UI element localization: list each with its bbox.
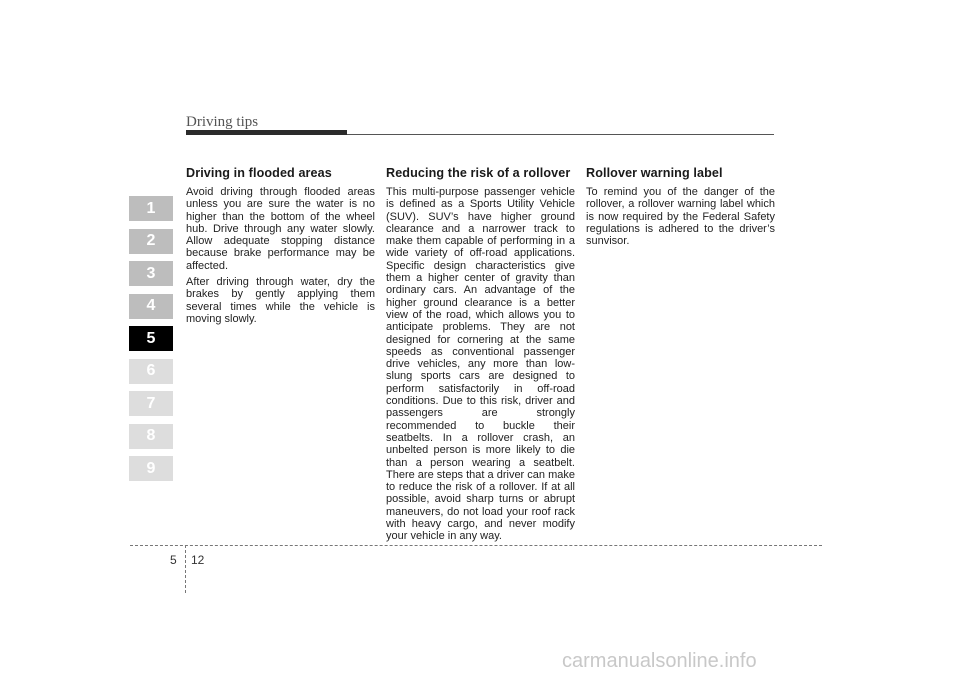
section-title: Rollover warning label xyxy=(586,166,723,180)
header-rule-thick xyxy=(186,130,347,135)
chapter-tab-6[interactable]: 6 xyxy=(129,359,173,384)
chapter-tabs xyxy=(129,196,173,489)
footer-page-number: 12 xyxy=(191,553,205,567)
section-paragraph: To remind you of the danger of the rollover, a rollover warning label which is now required by the Federal Safety regulations is adhered to the driver’s sunvisor. xyxy=(586,186,775,248)
chapter-tab-3[interactable]: 3 xyxy=(129,261,173,286)
watermark: carmanualsonline.info xyxy=(562,650,757,672)
chapter-tab-1[interactable]: 1 xyxy=(129,196,173,221)
section-paragraph: Avoid driving through flooded areas unless you are sure the water is no higher than the bottom of the wheel hub. Drive through any water slowly. Allow adequate stopping distance because brake performance may be affected. xyxy=(186,186,375,272)
header-rule-thin xyxy=(347,134,774,135)
footer-chapter-number: 5 xyxy=(170,553,177,567)
chapter-tab-2[interactable]: 2 xyxy=(129,229,173,254)
chapter-tab-4[interactable]: 4 xyxy=(129,294,173,319)
section-flooded-areas xyxy=(186,166,375,329)
section-rollover-risk xyxy=(386,166,575,547)
page-header-title: Driving tips xyxy=(186,114,259,130)
section-paragraph: This multi-purpose passenger vehicle is defined as a Sports Utility Vehicle (SUV). SUV’s have higher ground clearance and a narrower track to make them capable of performing in a wide variety of off-road applications. Specific design characteristics give them a higher center of gravity than ordinary cars. An advantage of the higher ground clearance is a better view of the road, which allows you to anticipate problems. They are not designed for cornering at the same speeds as conventional passenger drive vehicles, any more than low-slung sports cars are designed to perform satisfactorily in off-road conditions. Due to this risk, driver and passengers are strongly recommended to buckle their seatbelts. In a rollover crash, an unbelted person is more likely to die than a person wearing a seatbelt. There are steps that a driver can make to reduce the risk of a rollover. If at all possible, avoid sharp turns or abrupt maneuvers, do not load your roof rack with heavy cargo, and never modify your vehicle in any way. xyxy=(386,186,575,543)
chapter-tab-7[interactable]: 7 xyxy=(129,391,173,416)
chapter-tab-8[interactable]: 8 xyxy=(129,424,173,449)
chapter-tab-5-active[interactable]: 5 xyxy=(129,326,173,351)
footer-vertical-rule xyxy=(185,545,186,593)
chapter-tab-9[interactable]: 9 xyxy=(129,456,173,481)
section-title: Reducing the risk of a rollover xyxy=(386,166,571,180)
footer-rule xyxy=(130,545,822,546)
section-rollover-label xyxy=(586,166,775,251)
section-paragraph: After driving through water, dry the brakes by gently applying them several times while the vehicle is moving slowly. xyxy=(186,276,375,325)
section-title: Driving in flooded areas xyxy=(186,166,332,180)
